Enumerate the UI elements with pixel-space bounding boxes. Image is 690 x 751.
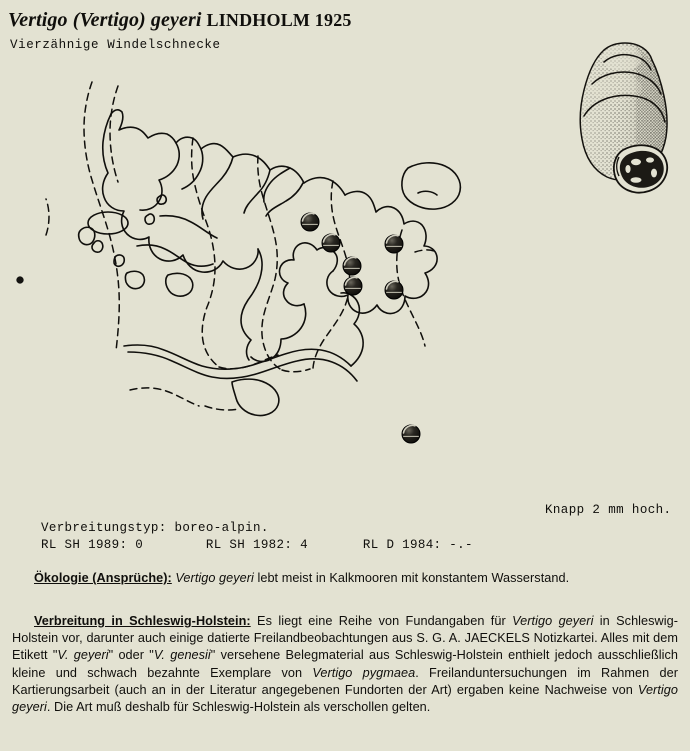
red-list-line: RL SH 1989: 0 RL SH 1982: 4 RL D 1984: -.- — [41, 538, 473, 552]
ecology-text: lebt meist in Kalkmooren mit konstantem Wasserstand. — [253, 571, 570, 585]
species-authority: LINDHOLM 1925 — [206, 10, 352, 30]
distribution-text-4: " versehene Belegmaterial aus Schleswig-Holstein enthielt jedoch ausschließlich kleine und schwach bezahnte Exemplare von — [12, 648, 679, 680]
shell-aperture — [614, 145, 667, 192]
species-scientific-name: Vertigo (Vertigo) geyeri — [8, 9, 202, 31]
map-coastline — [79, 110, 461, 416]
map-record-dot — [343, 257, 361, 275]
ecology-lead-label: Ökologie (Ansprüche): — [34, 571, 172, 585]
map-record-dot — [301, 213, 319, 231]
map-record-dots — [17, 213, 420, 443]
page-title — [8, 8, 352, 32]
distribution-italic-2: V. geyeri — [57, 648, 109, 663]
distribution-italic-4: Vertigo pygmaea — [312, 665, 416, 680]
ecology-paragraph — [12, 570, 678, 587]
map-figure — [0, 60, 560, 500]
distribution-italic-5: Vertigo geyeri — [12, 682, 678, 715]
distribution-italic-3: V. genesii — [153, 648, 211, 663]
verbreitungstyp-line: Verbreitungstyp: boreo-alpin. — [41, 521, 269, 535]
distribution-text-6: . Die Art muß deshalb für Schleswig-Holstein als verschollen gelten. — [46, 700, 431, 715]
distribution-text-5: . Freilanduntersuchungen im Rahmen der Kartierungsarbeit (auch an in der Literatur angegebenen Fundorten der Art) ergaben keine Nachweise von — [12, 665, 678, 697]
map-record-dot — [344, 277, 362, 295]
shell-size-caption: Knapp 2 mm hoch. — [545, 503, 672, 517]
distribution-italic-1: Vertigo geyeri — [512, 614, 594, 628]
shell-illustration — [566, 36, 684, 202]
map-record-dot — [322, 234, 340, 252]
distribution-text-3: " oder " — [108, 648, 154, 663]
map-record-dot — [17, 277, 24, 284]
map-record-dot — [385, 235, 403, 253]
distribution-text-2: in Schleswig-Holstein vor, darunter auch einige datierte Freilandbeobachtungen aus S. G. A. JAECKELS Notizkartei. Alles mit dem Etikett " — [12, 614, 679, 663]
species-german-name: Vierzähnige Windelschnecke — [10, 38, 221, 52]
ecology-species-italic: Vertigo geyeri — [175, 571, 254, 585]
map-record-dot — [402, 425, 420, 443]
distribution-text-1: Es liegt eine Reihe von Fundangaben für — [250, 614, 513, 628]
distribution-lead-label: Verbreitung in Schleswig-Holstein: — [34, 614, 251, 628]
map-record-dot — [385, 281, 403, 299]
distribution-paragraph — [12, 613, 678, 716]
